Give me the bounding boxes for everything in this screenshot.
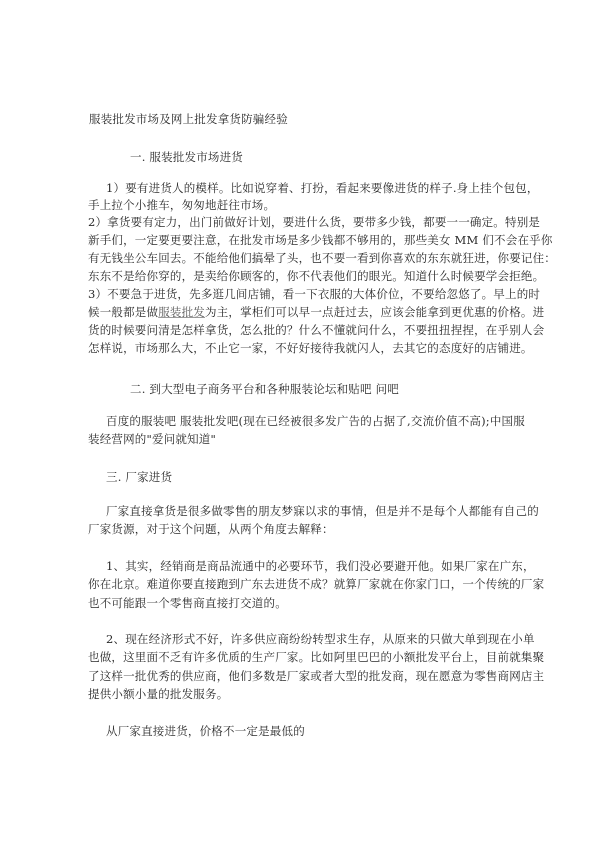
document-title: 服装批发市场及网上批发拿货防骗经验 [89,112,288,126]
s1-p3-line4: 怎样说，市场那么大，不止它一家，不好好接待我就闪人，去其它的态度好的店铺进。 [88,341,533,355]
s3-closing: 从厂家直接进货，价格不一定是最低的 [106,724,305,738]
s3-p2-line2: 也做，这里面不乏有许多优质的生产厂家。比如阿里巴巴的小额批发平台上，目前就集聚 [88,650,545,664]
s3-p2-line3: 了这样一批优秀的供应商，他们多数是厂家或者大型的批发商，现在愿意为零售商网店主 [88,669,545,683]
s1-p3-line1: 3）不要急于进货，先多逛几间店铺，看一下衣服的大体价位，不要给忽悠了。早上的时 [88,287,541,301]
s1-p3-line2-pre: 候一般都是做 [88,305,159,319]
s1-p1-line2: 手上拉个小推车，匆匆地赶往市场。 [88,198,276,212]
s1-p2-line3: 有无钱坐公车回去。不能给他们搞晕了头，也不要一看到你喜欢的东东就狂进，你要记住： [88,251,556,265]
section2-heading: 二. 到大型电子商务平台和各种服装论坛和贴吧 问吧 [130,382,399,396]
s1-p1-line1: 1）要有进货人的模样。比如说穿着、打扮，看起来要像进货的样子.身上挂个包包， [106,181,539,195]
section1-heading: 一. 服装批发市场进货 [130,150,244,164]
s3-p1-line2: 你在北京。难道你要直接跑到广东去进货不成？就算厂家就在你家门口，一个传统的厂家 [88,577,545,591]
s2-line2: 装经营网的"爱问就知道" [88,432,216,446]
s1-p3-line3: 货的时候要问清是怎样拿货，怎么批的？什么不懂就问什么，不要扭扭捏捏，在乎别人会 [88,323,545,337]
s3-p2-line1: 2、现在经济形式不好，许多供应商纷纷转型求生存，从原来的只做大单到现在小单 [106,632,535,646]
s1-p2-line1: 2）拿货要有定力，出门前做好计划，要进什么货，要带多少钱，都要一一确定。特别是 [88,215,541,229]
s2-line1: 百度的服装吧 服装批发吧(现在已经被很多发广告的占据了,交流价值不高);中国服 [106,414,525,428]
s1-p2-line4: 东东不是给你穿的，是卖给你顾客的，你不代表他们的眼光。知道什么时候要学会拒绝。 [88,269,545,283]
s3-p1-line1: 1、其实，经销商是商品流通中的必要环节，我们没必要避开他。如果厂家在广东， [106,559,535,573]
s1-p2-line2: 新手们，一定要更要注意，在批发市场是多少钱都不够用的，那些美女 MM 们不会在乎你 [88,233,553,247]
s3-intro-line2: 厂家货源，对于这个问题，从两个角度去解释： [88,522,334,536]
section3-heading: 三. 厂家进货 [106,470,173,484]
s1-p3-line2-post: 为主，掌柜们可以早一点赶过去，应该会能拿到更优惠的价格。进 [205,305,545,319]
s3-p2-line4: 提供小额小量的批发服务。 [88,687,229,701]
s1-p3-line2 [88,304,544,320]
s3-p1-line3: 也不可能跟一个零售商直接打交道的。 [88,596,287,610]
wholesale-link[interactable]: 服装批发 [158,305,206,319]
s3-intro-line1: 厂家直接拿货是很多做零售的朋友梦寐以求的事情，但是并不是每个人都能有自己的 [106,504,539,518]
